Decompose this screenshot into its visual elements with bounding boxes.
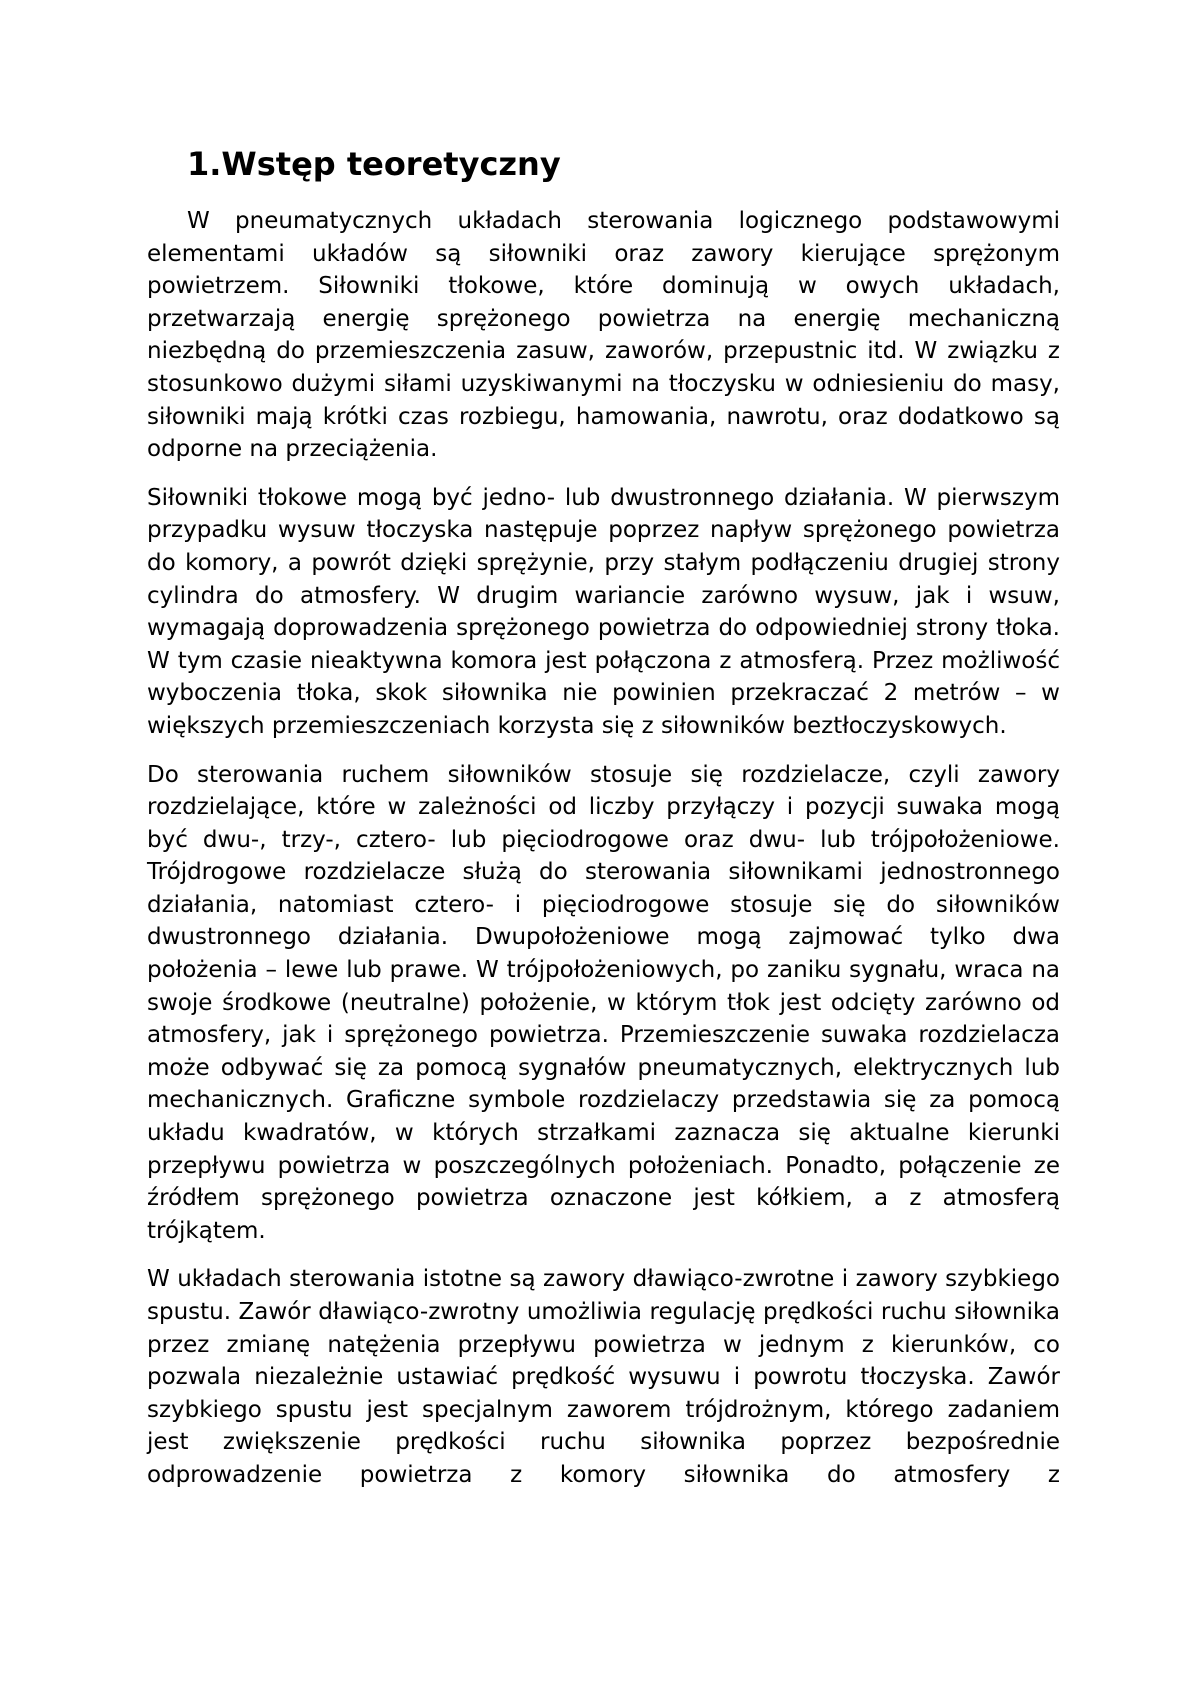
paragraph-actuators: Siłowniki tłokowe mogą być jedno- lub dwustronnego działania. W pierwszym przypadku wysuw tłoczyska następuje poprzez napływ sprężonego powietrza do komory, a powrót dzięki sprężynie, przy stałym podłączeniu drugiej strony cylindra do atmosfery. W drugim wariancie zarówno wysuw, jak i wsuw, wymagają doprowadzenia sprężonego powietrza do odpowiedniej strony tłoka. W tym czasie nieaktywna komora jest połączona z atmosferą. Przez możliwość wyboczenia tłoka, skok siłownika nie powinien przekraczać 2 metrów – w większych przemieszczeniach korzysta się z siłowników beztłoczyskowych. (147, 484, 1060, 739)
paragraph-flow-control-valves: W układach sterowania istotne są zawory dławiąco-zwrotne i zawory szybkiego spustu. Zawór dławiąco-zwrotny umożliwia regulację prędkości ruchu siłownika przez zmianę natężenia przepływu powietrza w jednym z kierunków, co pozwala niezależnie ustawiać prędkość wysuwu i powrotu tłoczyska. Zawór szybkiego spustu jest specjalnym zaworem trójdrożnym, którego zadaniem jest zwiększenie prędkości ruchu siłownika poprzez bezpośrednie odprowadzenie powietrza z komory siłownika do atmosfery z (147, 1266, 1060, 1488)
document-body (147, 205, 1060, 1508)
paragraph-intro: W pneumatycznych układach sterowania logicznego podstawowymi elementami układów są siłowniki oraz zawory kierujące sprężonym powietrzem. Siłowniki tłokowe, które dominują w owych układach, przetwarzają energię sprężonego powietrza na energię mechaniczną niezbędną do przemieszczenia zasuw, zaworów, przepustnic itd. W związku z stosunkowo dużymi siłami uzyskiwanymi na tłoczysku w odniesieniu do masy, siłowniki mają krótki czas rozbiegu, hamowania, nawrotu, oraz dodatkowo są odporne na przeciążenia. (147, 208, 1060, 463)
paragraph-directional-valves: Do sterowania ruchem siłowników stosuje się rozdzielacze, czyli zawory rozdzielające, które w zależności od liczby przyłączy i pozycji suwaka mogą być dwu-, trzy-, cztero- lub pięciodrogowe oraz dwu- lub trójpołożeniowe. Trójdrogowe rozdzielacze służą do sterowania siłownikami jednostronnego działania, natomiast cztero- i pięciodrogowe stosuje się do siłowników dwustronnego działania. Dwupołożeniowe mogą zajmować tylko dwa położenia – lewe lub prawe. W trójpołożeniowych, po zaniku sygnału, wraca na swoje środkowe (neutralne) położenie, w którym tłok jest odcięty zarówno od atmosfery, jak i sprężonego powietrza. Przemieszczenie suwaka rozdzielacza może odbywać się za pomocą sygnałów pneumatycznych, elektrycznych lub mechanicznych. Graficzne symbole rozdzielaczy przedstawia się za pomocą układu kwadratów, w których strzałkami zaznacza się aktualne kierunki przepływu powietrza w poszczególnych położeniach. Ponadto, połączenie ze źródłem sprężonego powietrza oznaczone jest kółkiem, a z atmosferą trójkątem. (147, 761, 1060, 1244)
section-heading: 1.Wstęp teoretyczny (187, 145, 561, 183)
